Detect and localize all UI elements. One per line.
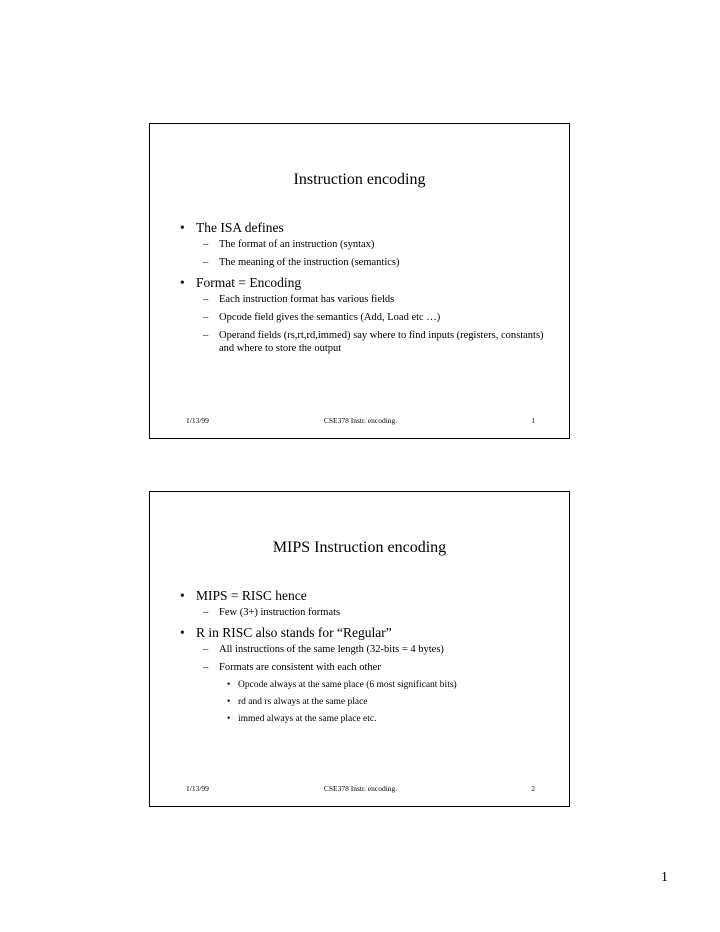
sub-bullet: – All instructions of the same length (32-bits = 4 bytes)	[203, 644, 444, 655]
slide-number: 1	[531, 416, 535, 425]
bullet: • Format = Encoding	[180, 275, 302, 290]
dash-icon: –	[203, 239, 209, 250]
sub-bullet: – Opcode field gives the semantics (Add, Load etc …)	[203, 312, 441, 323]
sub-sub-bullet: • Opcode always at the same place (6 most significant bits)	[227, 680, 457, 690]
bullet-icon: •	[180, 220, 185, 235]
dash-icon: –	[203, 607, 209, 618]
bullet-icon: •	[227, 680, 231, 690]
slide-2	[149, 491, 570, 807]
dash-icon: –	[203, 312, 209, 323]
slide-title: Instruction encoding	[293, 171, 426, 188]
footer-course: CSE378 Instr. encoding.	[323, 416, 398, 425]
bullet-icon: •	[180, 588, 185, 603]
sub-bullet: – Few (3+) instruction formats	[203, 607, 341, 618]
sub-bullet: – The meaning of the instruction (semantics)	[203, 257, 400, 268]
dash-icon: –	[203, 662, 209, 673]
bullet: • R in RISC also stands for “Regular”	[180, 625, 392, 640]
bullet-icon: •	[227, 697, 231, 707]
sub-bullet: – Operand fields (rs,rt,rd,immed) say where to find inputs (registers, constants) and where to store the output	[203, 330, 544, 354]
bullet: • The ISA defines	[180, 220, 284, 235]
dash-icon: –	[203, 644, 209, 655]
slide-footer	[186, 416, 535, 425]
bullet-icon: •	[180, 625, 185, 640]
slide-title: MIPS Instruction encoding	[272, 539, 447, 556]
sub-sub-bullet: • immed always at the same place etc.	[227, 714, 377, 724]
page-number: 1	[661, 870, 668, 885]
slide-number: 2	[531, 784, 535, 793]
sub-bullet: – The format of an instruction (syntax)	[203, 239, 375, 250]
footer-course: CSE378 Instr. encoding.	[323, 784, 398, 793]
dash-icon: –	[203, 294, 209, 305]
sub-bullet: – Formats are consistent with each other	[203, 662, 381, 673]
slide-1	[149, 123, 570, 439]
sub-bullet: – Each instruction format has various fields	[203, 294, 395, 305]
bullet: • MIPS = RISC hence	[180, 588, 307, 603]
dash-icon: –	[203, 257, 209, 268]
slide-content	[177, 219, 545, 360]
bullet-icon: •	[180, 275, 185, 290]
footer-date: 1/13/99	[186, 784, 209, 793]
sub-sub-bullet: • rd and rs always at the same place	[227, 697, 368, 707]
bullet-icon: •	[227, 714, 231, 724]
slide-footer	[186, 784, 535, 793]
dash-icon: –	[203, 330, 209, 341]
slide-content	[177, 587, 545, 730]
footer-date: 1/13/99	[186, 416, 209, 425]
